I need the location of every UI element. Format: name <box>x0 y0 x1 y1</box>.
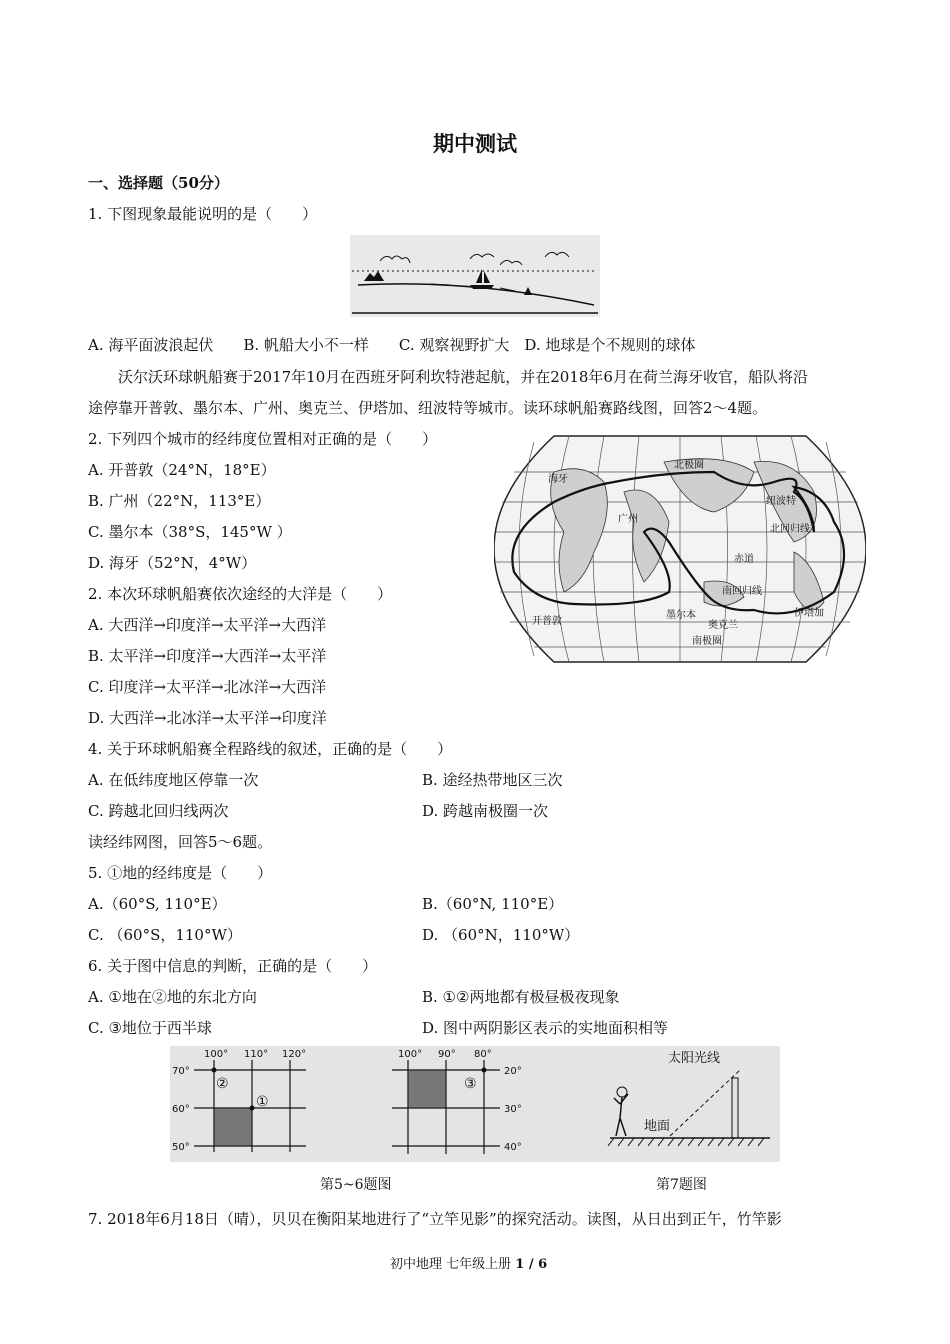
intro-line-1: 沃尔沃环球帆船赛于2017年10月在西班牙阿利坎特港起航，并在2018年6月在荷兰海牙收官，船队将沿 <box>118 368 808 386</box>
question-2-option-a: A. 开普敦（24°N，18°E） <box>88 461 276 479</box>
question-6-stem: 6. 关于图中信息的判断，正确的是（ ） <box>88 957 378 975</box>
question-6-option-d: D. 图中两阴影区表示的实地面积相等 <box>422 1019 669 1037</box>
grid2-top-2: 80° <box>474 1049 492 1060</box>
grid2-top-1: 90° <box>438 1049 456 1060</box>
grid1-top-2: 120° <box>282 1049 307 1060</box>
question-5-option-c: C. （60°S，110°W） <box>88 926 242 944</box>
question-4-stem: 4. 关于环球帆船赛全程路线的叙述，正确的是（ ） <box>88 740 453 758</box>
grid1-left-0: 70° <box>172 1066 190 1077</box>
question-5-option-b: B.（60°N, 110°E） <box>422 895 564 913</box>
question-5-option-d: D. （60°N，110°W） <box>422 926 580 944</box>
question-3-option-b: B. 太平洋→印度洋→大西洋→太平洋 <box>88 647 327 665</box>
question-2-option-c: C. 墨尔本（38°S，145°W ） <box>88 523 292 541</box>
grid-and-shadow-figure <box>170 1046 780 1162</box>
read-instruction-5-6: 读经纬网图，回答5～6题。 <box>88 833 273 851</box>
grid1-point-2: ② <box>216 1076 229 1092</box>
map-label-guangzhou: 广州 <box>618 514 638 525</box>
map-label-itajai: 伊塔加 <box>794 608 824 619</box>
question-5-option-a: A.（60°S, 110°E） <box>88 895 227 913</box>
grid2-right-1: 30° <box>504 1104 522 1115</box>
grid1-top-0: 100° <box>204 1049 229 1060</box>
question-6-option-a: A. ①地在②地的东北方向 <box>88 988 257 1006</box>
intro-line-2: 途停靠开普敦、墨尔本、广州、奥克兰、伊塔加、纽波特等城市。读环球帆船赛路线图，回答2～4题。 <box>88 399 768 417</box>
map-label-tropic-cancer: 北回归线 <box>770 524 810 535</box>
question-7-stem: 7. 2018年6月18日（晴），贝贝在衡阳某地进行了“立竿见影”的探究活动。读图，从日出到正午，竹竿影 <box>88 1210 782 1228</box>
caption-fig-5-6: 第5~6题图 <box>320 1177 392 1193</box>
question-4-option-c: C. 跨越北回归线两次 <box>88 802 229 820</box>
map-label-antarctic-circle: 南极圈 <box>692 636 722 647</box>
grid1-left-1: 60° <box>172 1104 190 1115</box>
page-title: 期中测试 <box>433 131 517 156</box>
ground-label: 地面 <box>644 1119 671 1134</box>
map-label-tropic-capricorn: 南回归线 <box>722 586 762 597</box>
question-6-option-c: C. ③地位于西半球 <box>88 1019 212 1037</box>
map-label-melbourne: 墨尔本 <box>666 610 696 621</box>
question-6-option-b: B. ①②两地都有极昼极夜现象 <box>422 988 620 1006</box>
map-label-newport: 纽波特 <box>766 496 796 507</box>
map-label-haiya: 海牙 <box>548 474 568 485</box>
question-2-option-d: D. 海牙（52°N，4°W） <box>88 554 257 572</box>
question-2-stem: 2. 下列四个城市的经纬度位置相对正确的是（ ） <box>88 430 438 448</box>
grid2-point-3: ③ <box>464 1076 477 1092</box>
grid1-point-1: ① <box>256 1094 269 1110</box>
caption-fig-7: 第7题图 <box>656 1177 707 1193</box>
page-number: 1 / 6 <box>515 1257 548 1272</box>
page-footer <box>390 1253 547 1272</box>
question-5-stem: 5. ①地的经纬度是（ ） <box>88 864 273 882</box>
section-heading: 一、选择题（50分） <box>88 174 229 192</box>
map-label-auckland: 奥克兰 <box>708 620 738 631</box>
sun-rays-label: 太阳光线 <box>668 1051 721 1066</box>
question-1-stem: 1. 下图现象最能说明的是（ ） <box>88 205 318 223</box>
grid1-left-2: 50° <box>172 1142 190 1153</box>
question-4-option-d: D. 跨越南极圈一次 <box>422 802 549 820</box>
footer-text: 初中地理 七年级上册 <box>390 1257 516 1272</box>
question-1-options: A. 海平面波浪起伏 B. 帆船大小不一样 C. 观察视野扩大 D. 地球是个不规则的球体 <box>88 336 696 354</box>
question-3-option-a: A. 大西洋→印度洋→太平洋→大西洋 <box>88 616 327 634</box>
question-4-option-a: A. 在低纬度地区停靠一次 <box>88 771 259 789</box>
sailing-route-map <box>494 432 866 666</box>
map-label-arctic-circle: 北极圈 <box>674 460 704 471</box>
question-3-option-d: D. 大西洋→北冰洋→太平洋→印度洋 <box>88 709 327 727</box>
grid1-top-1: 110° <box>244 1049 269 1060</box>
question-3-stem: 2. 本次环球帆船赛依次途经的大洋是（ ） <box>88 585 393 603</box>
grid2-top-0: 100° <box>398 1049 423 1060</box>
grid2-right-0: 20° <box>504 1066 522 1077</box>
map-label-equator: 赤道 <box>734 554 754 565</box>
ship-horizon-figure <box>350 235 600 317</box>
grid2-right-2: 40° <box>504 1142 522 1153</box>
question-3-option-c: C. 印度洋→太平洋→北冰洋→大西洋 <box>88 678 327 696</box>
map-label-cape-town: 开普敦 <box>532 616 562 627</box>
question-4-option-b: B. 途经热带地区三次 <box>422 771 563 789</box>
question-2-option-b: B. 广州（22°N，113°E） <box>88 492 271 510</box>
